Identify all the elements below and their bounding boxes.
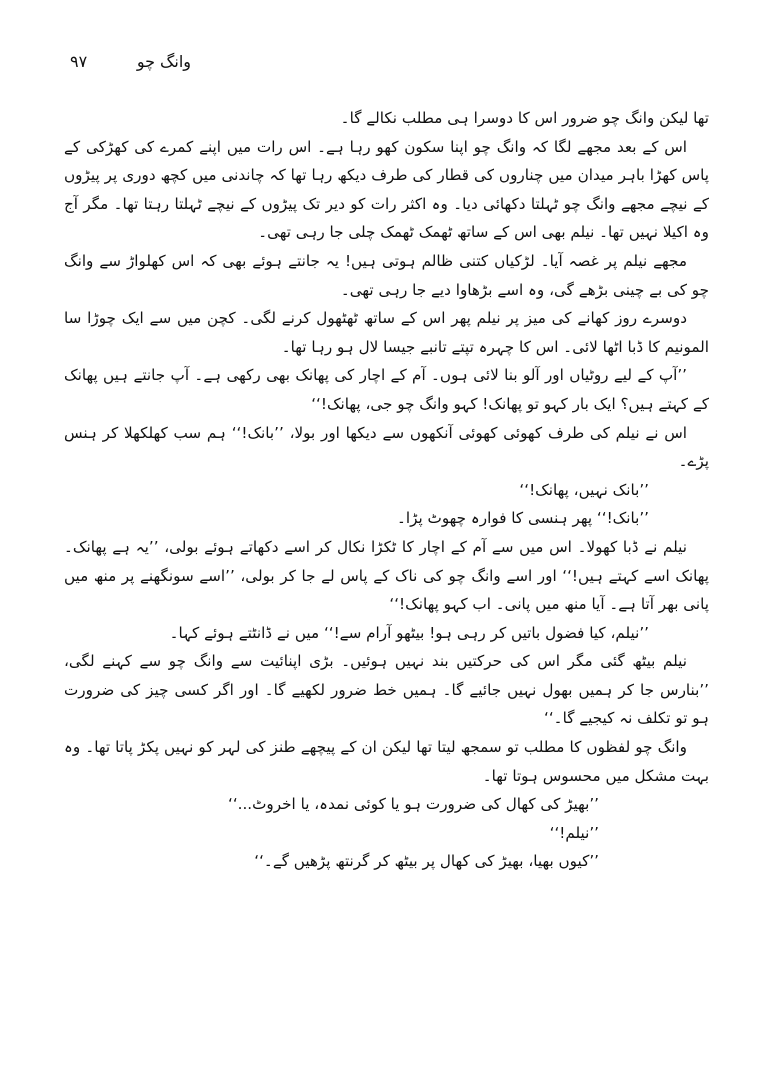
page-header <box>70 52 691 71</box>
paragraph: اس نے نیلم کی طرف کھوئی کھوئی آنکھوں سے دیکھا اور بولا، ’’بانک!‘‘ ہم سب کھلکھلا کر ہنس پڑے۔ <box>64 423 709 471</box>
paragraph: نیلم بیٹھ گئی مگر اس کی حرکتیں بند نہیں ہوئیں۔ بڑی اپنائیت سے وانگ چو سے کہنے لگی، ’’بنارس جا کر ہمیں بھول نہیں جائیے گا۔ ہمیں خط ضرور لکھیے گا۔ اور اگر کسی چیز کی ضرورت ہو تو تکلف نہ کیجیے گا۔‘‘ <box>64 652 709 728</box>
paragraph: ’’نیلم، کیا فضول باتیں کر رہی ہو! بیٹھو آرام سے!‘‘ میں نے ڈانٹتے ہوئے کہا۔ <box>169 623 649 642</box>
paragraph: دوسرے روز کھانے کی میز پر نیلم پھر اس کے ساتھ ٹھٹھول کرنے لگی۔ کچن میں سے ایک چوڑا سا المونیم کا ڈبا اٹھا لائی۔ اس کا چہرہ تپتے تانبے جیسا لال ہو رہا تھا۔ <box>64 309 709 356</box>
paragraph: ’’بانک!‘‘ پھر ہنسی کا فوارہ چھوٹ پڑا۔ <box>396 509 649 528</box>
paragraph: اس کے بعد مجھے لگا کہ وانگ چو اپنا سکون کھو رہا ہے۔ اس رات میں اپنے کمرے کی کھڑکی کے پاس کھڑا باہر میدان میں چناروں کی قطار کی طرف دیکھ رہا تھا کہ چاندنی میں کچھ دوری پر پیڑوں کے نیچے مجھے وانگ چو ٹہلتا دکھائی دیا۔ وہ اکثر رات کو دیر تک پیڑوں کے نیچے ٹہلتا رہتا تھا۔ مگر آج وہ اکیلا نہیں تھا۔ نیلم بھی اس کے ساتھ ٹھمک ٹھمک چلی جا رہی تھی۔ <box>64 137 709 242</box>
paragraph: ’’نیلم!‘‘ <box>549 823 599 842</box>
paragraph: ’’آپ کے لیے روٹیاں اور آلو بنا لائی ہوں۔ آم کے اچار کی پھانک بھی رکھی ہے۔ آپ جانتے ہیں پھانک کے کہتے ہیں؟ ایک بار کہو تو پھانک! کہو وانگ چو جی، پھانک!‘‘ <box>64 366 709 413</box>
paragraph: ’’بھیڑ کی کھال کی ضرورت ہو یا کوئی نمدہ، یا اخروٹ...‘‘ <box>228 795 599 814</box>
paragraph: نیلم نے ڈبا کھولا۔ اس میں سے آم کے اچار کا ٹکڑا نکال کر اسے دکھاتے ہوئے بولی، ’’یہ ہے پھانک۔ پھانک اسے کہتے ہیں!‘‘ اور اسے وانگ چو کی ناک کے پاس لے جا کر بولی، ’’اسے سونگھنے پر منھ میں پانی بھر آتا ہے۔ آیا منھ میں پانی۔ اب کہو پھانک!‘‘ <box>64 537 709 614</box>
paragraph: ’’بانک نہیں، پھانک!‘‘ <box>519 480 649 499</box>
paragraph: مجھے نیلم پر غصہ آیا۔ لڑکیاں کتنی ظالم ہوتی ہیں! یہ جانتے ہوئے بھی کہ اس کھلواڑ سے وانگ چو کی بے چینی بڑھے گی، وہ اسے بڑھاوا دیے جا رہی تھی۔ <box>64 251 709 299</box>
paragraph: تھا لیکن وانگ چو ضرور اس کا دوسرا ہی مطلب نکالے گا۔ <box>340 109 709 127</box>
page-number: ۹۷ <box>70 52 88 71</box>
paragraph: ’’کیوں بھیا، بھیڑ کی کھال پر بیٹھ کر گرنتھ پڑھیں گے۔‘‘ <box>254 852 599 871</box>
paragraph: وانگ چو لفظوں کا مطلب تو سمجھ لیتا تھا لیکن ان کے پیچھے طنز کی لہر کو نہیں پکڑ پاتا تھا۔ وہ بہت مشکل میں محسوس ہوتا تھا۔ <box>64 738 709 785</box>
running-title: وانگ چو <box>136 52 191 71</box>
body-text <box>64 104 709 876</box>
